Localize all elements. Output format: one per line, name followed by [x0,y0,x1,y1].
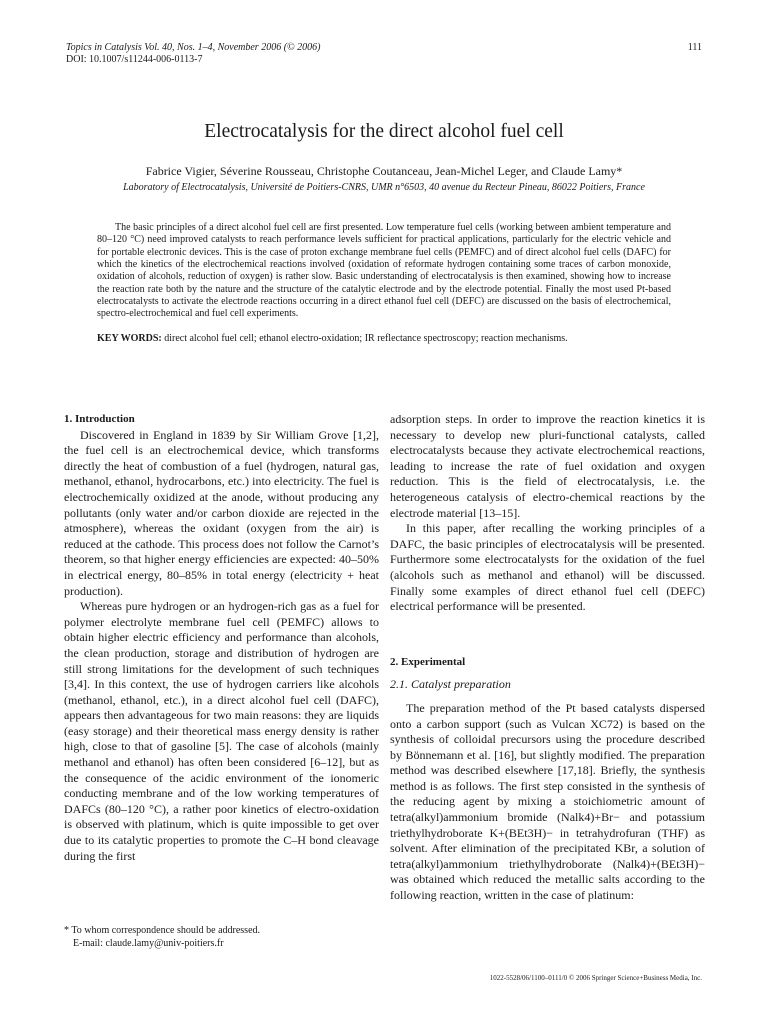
footnote-line-1: * To whom correspondence should be addressed. [64,925,261,936]
keywords [97,333,671,345]
copyright-line: 1022-5528/06/1100–0111/0 © 2006 Springer Science+Business Media, Inc. [489,974,702,982]
page-number: 111 [687,42,702,53]
footnote-email: E-mail: claude.lamy@univ-poitiers.fr [73,938,224,949]
paper-title: Electrocatalysis for the direct alcohol fuel cell [204,121,564,142]
subsection-heading-catalyst-preparation: 2.1. Catalyst preparation [390,677,511,692]
doi: DOI: 10.1007/s11244-006-0113-7 [66,54,203,65]
section-heading-experimental: 2. Experimental [390,655,466,668]
intro-paragraph-2: Whereas pure hydrogen or an hydrogen-rich gas as a fuel for polymer electrolyte membrane fuel cell (PEMFC) allows to obtain higher electric efficiency and performance than alcohols, the clean production, storage and distribution of hydrogen are still strong limitations for the development of such techniques [3,4]. In this context, the use of hydrogen carriers like alcohols (methanol, ethanol, etc.), in a direct alcohol fuel cell (DAFC), appears then advantageous for two main reasons: they are liquids (easy storage) and their theoretical mass energy density is rather high, close to that of gasoline [5]. The case of alcohols (mainly methanol and ethanol) has often been considered [6–12], but as the consequence of the acidic environment of the ionomeric conducting membrane and of the low working temperatures of DAFCs (80–120 °C), a rather poor kinetics of electro-oxidation is observed with platinum, which is quite impossible to get over due to its catalytic properties to promote the C–H bond cleavage during the first [64,599,379,863]
correspondence-footnote [64,924,379,950]
section-heading-introduction: 1. Introduction [64,413,135,425]
left-column [64,412,379,864]
keywords-text: direct alcohol fuel cell; ethanol electro-oxidation; IR reflectance spectroscopy; reaction mechanisms. [161,333,568,344]
author-list: Fabrice Vigier, Séverine Rousseau, Christophe Coutanceau, Jean-Michel Leger, and Claude Lamy* [145,164,623,178]
affiliation: Laboratory of Electrocatalysis, Université de Poitiers-CNRS, UMR n°6503, 40 avenue du Recteur Pineau, 86022 Poitiers, France [123,182,645,193]
intro-paragraph-1: Discovered in England in 1839 by Sir William Grove [1,2], the fuel cell is an electrochemical device, which transforms directly the heat of combustion of a fuel (hydrogen, natural gas, methanol, ethanol, hydrocarbons, etc.) into electricity. The fuel is electrochemically oxidized at the anode, without producing any pollutants (only water and/or carbon dioxide are rejected in the atmosphere), whereas the oxidant (oxygen from the air) is reduced at the cathode. This process does not follow the Carnot’s theorem, so that higher energy efficiencies are expected: 40–50% in electrical energy, 80–85% in total energy (electricity + heat production). [64,427,379,598]
journal-citation: Topics in Catalysis Vol. 40, Nos. 1–4, November 2006 (© 2006) [66,42,321,53]
experimental-paragraph-1: The preparation method of the Pt based catalysts dispersed onto a carbon support (such as Vulcan XC72) is based on the synthesis of colloidal precursors using the procedure described by Bönnemann et al. [16], but slightly modified. The preparation method was described elsewhere [17,18]. Briefly, the synthesis method is as follows. The first step consisted in the synthesis of the reducing agent by mixing a stoichiometric amount of tetra(alkyl)ammonium bromide (Nalk4)+Br− and potassium triethylhydroborate K+(BEt3H)− in tetrahydrofuran (THF) as solvent. After elimination of the precipitated KBr, a solution of tetra(alkyl)ammonium triethylhydroborate (Nalk4)+(BEt3H)− was obtained which reduced the metallic salts according to the following reaction, written in the case of platinum: [390,700,705,903]
keywords-label: KEY WORDS: [97,333,162,344]
intro-paragraph-4: In this paper, after recalling the working principles of a DAFC, the basic principles of electrocatalysis will be presented. Furthermore some electrocatalysts for the oxidation of the fuel (alcohols such as methanol and ethanol) will be discussed. Finally some examples of direct ethanol fuel cell (DEFC) electrical performance will be presented. [390,521,705,614]
intro-paragraph-3: adsorption steps. In order to improve the reaction kinetics it is necessary to develop new pluri-functional catalysts, called electrocatalysts because they activate electrochemical reactions, leading to increase the rate of fuel oxidation and oxygen reduction. This is the field of electrocatalysis, i.e. the heterogeneous catalysis of electro-chemical reactions by the electrode material [13–15]. [390,412,705,520]
right-column [390,412,705,904]
abstract: The basic principles of a direct alcohol fuel cell are first presented. Low temperature fuel cells (working between ambient temperature and 80–120 °C) need improved catalysts to reach performance levels sufficient for practical applications, particularly for the electric vehicle and for portable electronic devices. This is the case of proton exchange membrane fuel cells (PEMFC) and of direct alcohol fuel cells (DAFC) for which the kinetics of the electrochemical reactions involved (oxidation of reformate hydrogen containing some traces of carbon monoxide, oxidation of alcohols, reduction of oxygen) is rather slow. Basic understanding of electrocatalysis is then examined, showing how to increase the reaction rate both by the nature and the structure of the catalytic electrode and by the electrode potential. Finally the most used Pt-based electrocatalysts to activate the electrode reactions occurring in a direct ethanol fuel cell (DEFC) are discussed on the basis of electrochemical, spectro-electrochemical and fuel cell experiments. [97,222,671,320]
